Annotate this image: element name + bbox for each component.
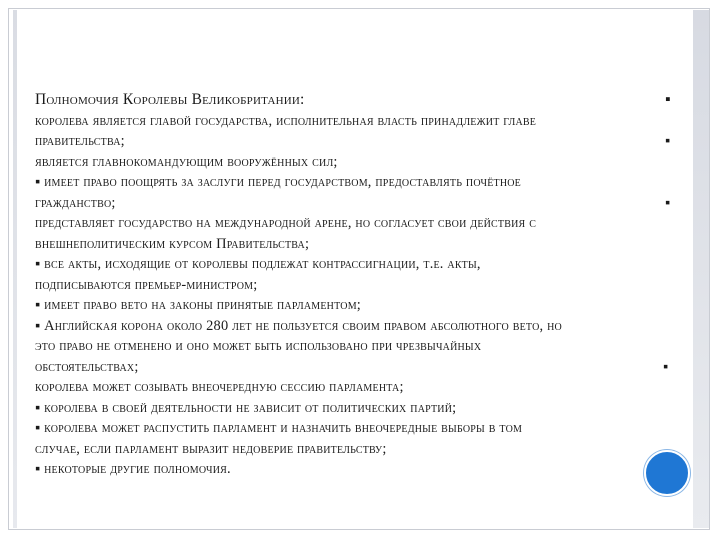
text-line (35, 439, 690, 460)
slide-title-text: Полномочия Королевы Великобритании: (35, 91, 305, 108)
text-line (35, 111, 690, 132)
text-line (35, 254, 690, 275)
line-text: правительства; (35, 133, 125, 149)
line-text: ▪ все акты, исходящие от королевы подлежат контрассигнации, т.е. акты, (35, 256, 481, 272)
text-line (35, 316, 690, 337)
line-text: обстоятельствах; (35, 358, 139, 375)
line-text: представляет государство на международной арене, но согласует свои действия с (35, 215, 537, 231)
bullet-marker: ▪ (665, 133, 671, 149)
text-line (35, 275, 690, 296)
text-line (35, 131, 690, 152)
text-line (35, 418, 690, 439)
line-text: ▪ королева может распустить парламент и назначить внеочередные выборы в том (35, 420, 523, 436)
bullet-marker: ▪ (665, 91, 671, 108)
line-text: случае, если парламент выразит недоверие правительству; (35, 440, 387, 457)
text-line (35, 152, 690, 173)
bullet-marker: ▪ (663, 358, 669, 375)
line-text: ▪ имеет право вето на законы принятые парламентом; (35, 297, 361, 313)
text-line (35, 377, 690, 398)
slide-title (35, 90, 690, 111)
text-line (35, 172, 690, 193)
text-line (35, 213, 690, 234)
line-text: королева является главой государства, исполнительная власть принадлежит главе (35, 112, 537, 129)
decorative-blue-circle (644, 450, 690, 496)
text-line (35, 193, 690, 214)
text-line (35, 357, 690, 378)
text-line (35, 234, 690, 255)
right-decorative-bar (693, 10, 709, 528)
line-text: это право не отменено и оно может быть использовано при чрезвычайных (35, 338, 482, 354)
left-decorative-bar (13, 10, 17, 528)
text-line (35, 295, 690, 316)
text-line (35, 398, 690, 419)
line-text: королева может созывать внеочередную сессию парламента; (35, 379, 404, 395)
line-text: ▪ Английская корона около 280 лет не пользуется своим правом абсолютного вето, но (35, 317, 562, 334)
text-line (35, 336, 690, 357)
line-text: ▪ некоторые другие полномочия. (35, 461, 231, 477)
line-text: внешнеполитическим курсом Правительства; (35, 235, 310, 252)
slide-content (35, 90, 690, 480)
line-text: ▪ имеет право поощрять за заслуги перед государством, предоставлять почётное (35, 174, 521, 190)
line-text: ▪ королева в своей деятельности не зависит от политических партий; (35, 399, 457, 416)
line-text: подписываются премьер-министром; (35, 276, 258, 293)
text-line (35, 459, 690, 480)
line-text: гражданство; (35, 194, 116, 211)
line-text: является главнокомандующим вооружённых сил; (35, 153, 338, 170)
bullet-marker: ▪ (665, 194, 671, 211)
